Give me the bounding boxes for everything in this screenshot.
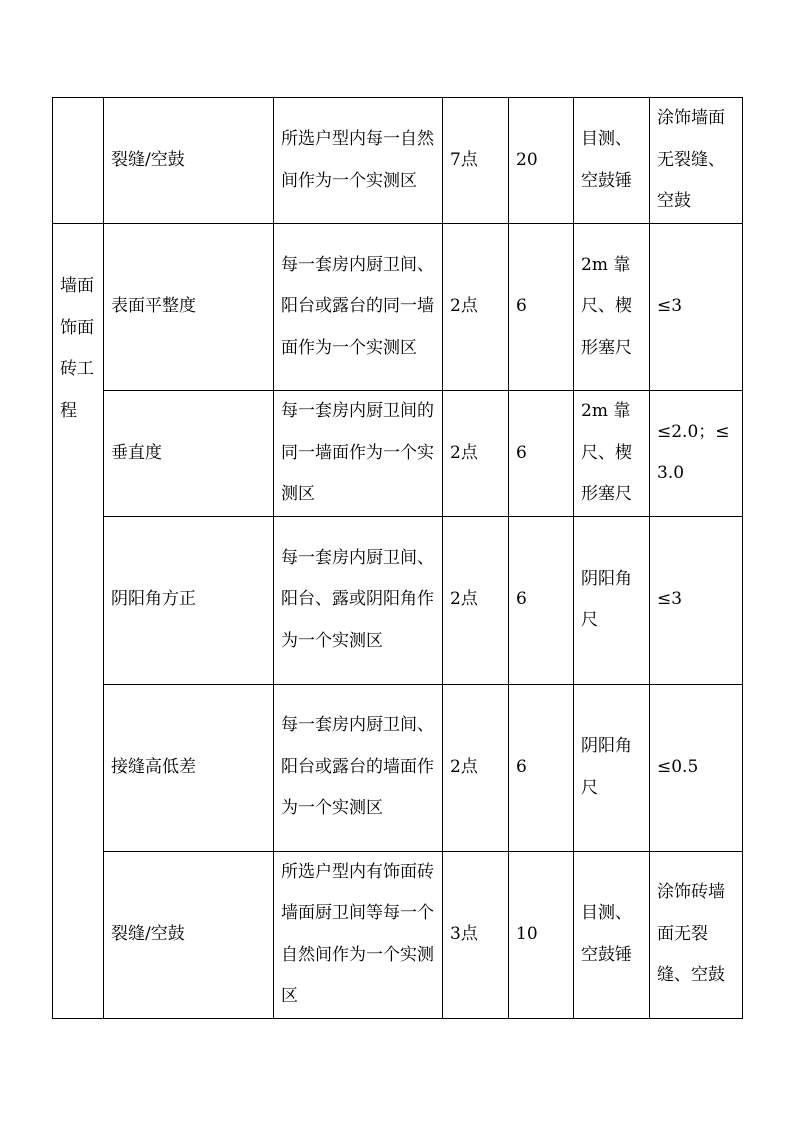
tool-cell: 2m 靠尺、楔形塞尺 [574, 391, 650, 517]
inspection-table [52, 97, 743, 1019]
count-cell: 10 [509, 851, 574, 1018]
tool-cell: 目测、空鼓锤 [574, 851, 650, 1018]
item-cell: 裂缝/空鼓 [104, 851, 274, 1018]
points-cell: 2点 [443, 516, 509, 684]
tool-cell: 阴阳角尺 [574, 684, 650, 851]
category-cell [53, 98, 104, 224]
table-row [53, 98, 743, 224]
area-cell: 所选户型内每一自然间作为一个实测区 [274, 98, 443, 224]
category-cell: 墙面饰面砖工程 [53, 224, 104, 1019]
standard-cell: ≤3 [650, 516, 743, 684]
standard-cell: ≤3 [650, 224, 743, 391]
standard-cell: 涂饰砖墙面无裂缝、空鼓 [650, 851, 743, 1018]
points-cell: 2点 [443, 224, 509, 391]
area-cell: 所选户型内有饰面砖墙面厨卫间等每一个自然间作为一个实测区 [274, 851, 443, 1018]
tool-cell: 2m 靠尺、楔形塞尺 [574, 224, 650, 391]
table-row [53, 684, 743, 851]
area-cell: 每一套房内厨卫间、阳台、露或阴阳角作为一个实测区 [274, 516, 443, 684]
area-cell: 每一套房内厨卫间的同一墙面作为一个实测区 [274, 391, 443, 517]
item-cell: 裂缝/空鼓 [104, 98, 274, 224]
table-row [53, 851, 743, 1018]
item-cell: 垂直度 [104, 391, 274, 517]
table-row [53, 516, 743, 684]
tool-cell: 目测、空鼓锤 [574, 98, 650, 224]
points-cell: 2点 [443, 391, 509, 517]
area-cell: 每一套房内厨卫间、阳台或露台的墙面作为一个实测区 [274, 684, 443, 851]
item-cell: 阴阳角方正 [104, 516, 274, 684]
count-cell: 20 [509, 98, 574, 224]
points-cell: 3点 [443, 851, 509, 1018]
standard-cell: ≤0.5 [650, 684, 743, 851]
count-cell: 6 [509, 391, 574, 517]
standard-cell: ≤2.0；≤3.0 [650, 391, 743, 517]
tool-cell: 阴阳角尺 [574, 516, 650, 684]
count-cell: 6 [509, 516, 574, 684]
table-row [53, 224, 743, 391]
count-cell: 6 [509, 224, 574, 391]
points-cell: 2点 [443, 684, 509, 851]
item-cell: 表面平整度 [104, 224, 274, 391]
count-cell: 6 [509, 684, 574, 851]
table-row [53, 391, 743, 517]
item-cell: 接缝高低差 [104, 684, 274, 851]
standard-cell: 涂饰墙面无裂缝、空鼓 [650, 98, 743, 224]
points-cell: 7点 [443, 98, 509, 224]
area-cell: 每一套房内厨卫间、阳台或露台的同一墙面作为一个实测区 [274, 224, 443, 391]
